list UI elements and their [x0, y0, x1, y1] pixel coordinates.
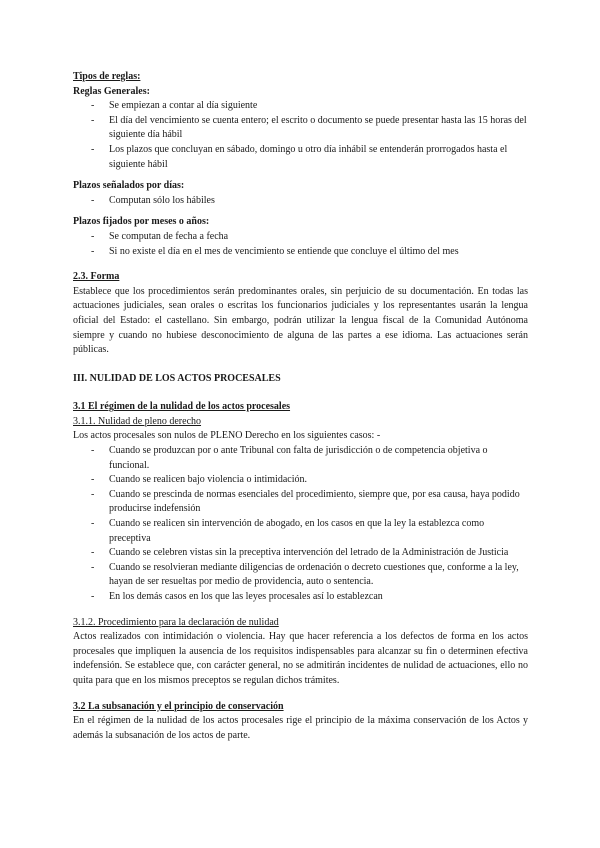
tipos-title: Tipos de reglas: — [73, 71, 141, 82]
list-item: - Cuando se produzcan por o ante Tribunal con falta de jurisdicción o de competencia objetiva o funcional. — [73, 444, 528, 473]
list-item: - Si no existe el día en el mes de vencimiento se entiende que concluye el último del mes — [73, 245, 528, 260]
generales-title: Reglas Generales: — [73, 85, 150, 97]
list-item: - Computan sólo los hábiles — [73, 194, 528, 209]
regimen-title: 3.1 El régimen de la nulidad de los actos procesales — [73, 401, 291, 413]
list-item: - Se computan de fecha a fecha — [73, 230, 528, 245]
dias-list — [73, 194, 528, 209]
pleno-list — [73, 444, 528, 605]
meses-title: Plazos fijados por meses o años: — [73, 216, 210, 228]
list-item: - Cuando se celebren vistas sin la preceptiva intervención del letrado de la Administración de Justicia — [73, 546, 528, 561]
list-item: - Se empiezan a contar al día siguiente — [73, 99, 528, 114]
list-item: - El día del vencimiento se cuenta entero; el escrito o documento se puede presentar hasta las 15 horas del siguiente día hábil — [73, 114, 528, 143]
list-item: - Los plazos que concluyan en sábado, domingo u otro día inhábil se entenderán prorrogados hasta el siguiente hábil — [73, 143, 528, 172]
list-item: - Cuando se resolvieran mediante diligencias de ordenación o decreto cuestiones que, conforme a la ley, hayan de ser resueltas por medio de providencia, auto o sentencia. — [73, 561, 528, 590]
generales-list — [73, 99, 528, 172]
pleno-title: 3.1.1. Nulidad de pleno derecho — [73, 415, 202, 427]
subsanacion-text: En el régimen de la nulidad de los actos procesales rige el principio de la máxima conservación de los Actos y además la subsanación de los actos de parte. — [73, 715, 528, 741]
meses-list — [73, 230, 528, 259]
procedimiento-text: Actos realizados con intimidación o violencia. Hay que hacer referencia a los defectos de forma en los actos procesales que impliquen la ausencia de los requisitos indispensables para alcanzar su fin o determinen efectiva indefensión. Se establece que, con carácter general, no se admitirán incidentes de nulidad de actuaciones, ello no quita para que en los mismos preceptos se regulan dichos trámites. — [73, 631, 528, 686]
pleno-intro: Los actos procesales son nulos de PLENO Derecho en los siguientes casos: - — [73, 430, 381, 442]
forma-title: 2.3. Forma — [73, 271, 120, 283]
document-page — [73, 70, 528, 743]
list-item: - Cuando se prescinda de normas esenciales del procedimiento, siempre que, por esa causa, haya podido producirse indefensión — [73, 488, 528, 517]
forma-text: Establece que los procedimientos serán predominantes orales, sin perjuicio de su documentación. En todas las actuaciones judiciales, sean orales o escritas los funcionarios judiciales y los representantes usarán la lengua oficial del Estado: el castellano. Sin embargo, podrán utilizar la lengua fiscal de la Comunidad Autónoma siempre y cuando no hubiese desconocimiento de alguna de las partes a ese idioma. Las actuaciones serán públicas. — [73, 285, 528, 356]
dias-title: Plazos señalados por días: — [73, 180, 185, 192]
procedimiento-title: 3.1.2. Procedimiento para la declaración de nulidad — [73, 616, 279, 628]
list-item: - Cuando se realicen bajo violencia o intimidación. — [73, 473, 528, 488]
nulidad-title: III. NULIDAD DE LOS ACTOS PROCESALES — [73, 372, 281, 384]
list-item: - Cuando se realicen sin intervención de abogado, en los casos en que la ley la establezca como preceptiva — [73, 517, 528, 546]
list-item: - En los demás casos en los que las leyes procesales así lo establezcan — [73, 590, 528, 605]
subsanacion-title: 3.2 La subsanación y el principio de conservación — [73, 700, 284, 712]
